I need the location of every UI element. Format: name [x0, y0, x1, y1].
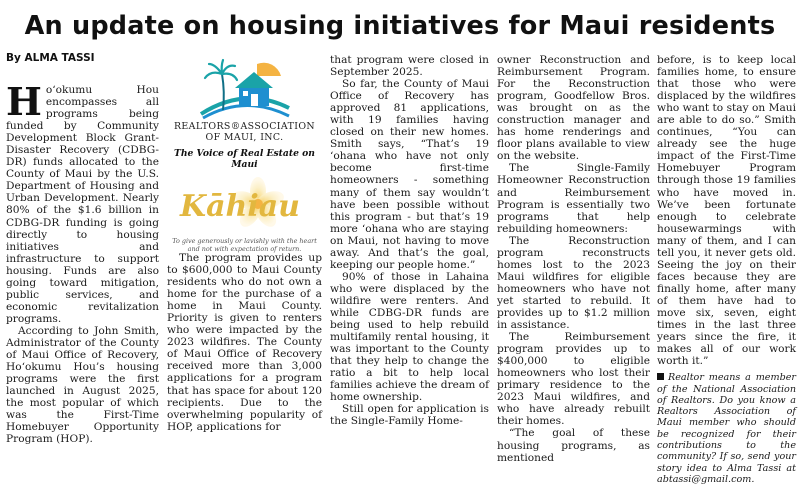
byline: By ALMA TASSI	[6, 52, 95, 64]
paragraph: The Reimbursement program provides up to $400,000 to eligible homeowners who lost their primary residence to the 2023 Maui wildfires, and who have already rebuilt their homes.	[497, 331, 650, 428]
paragraph: that program were closed in September 2025.	[330, 54, 489, 79]
author-note	[657, 372, 796, 485]
paragraph: before, is to keep local families home, to ensure that those who were displaced by the wildfires who want to stay on Maui are able to do so.” Smith continues, “You can already see the huge impact of the First-Time Homebuyer Program through those 19 families who have moved in. We’ve been fortunate enough to celebrate housewarmings with many of them, and I can tell you, it never gets old. Seeing the joy on their faces because they are finally home, after many of them have had to move six, seven, eight times in the last three years since the fire, it makes all of our work worth it.”	[657, 54, 796, 368]
paragraph: The Single-Family Homeowner Reconstruction and Reimbursement Program is essentially two programs that help rebuilding homeowners:	[497, 162, 650, 235]
author-note-text: Realtor means a member of the National Association of Realtors. Do you know a Realtors Association of Maui member who should be recognized for their contributions to the community? If so, send your story idea to Alma Tassi at abtassi@gmail.com.	[657, 372, 796, 485]
kahiau-caption	[170, 237, 320, 253]
plumeria-flower-icon	[170, 176, 320, 232]
house-palm-logo-icon	[199, 56, 291, 120]
ad-org-line2: OF MAUI, INC.	[205, 131, 284, 143]
paragraph: “The goal of these housing programs, as mentioned	[497, 427, 650, 464]
paragraph: The Reconstruction program reconstructs homes lost to the 2023 Maui wildfires for eligible homeowners who have not yet started to rebuild. It provides up to $1.2 million in assistance.	[497, 234, 650, 332]
kahiau-logo	[170, 176, 320, 253]
paragraph: Still open for application is the Single-Family Home-	[330, 403, 489, 428]
lead-paragraph	[6, 79, 159, 325]
ad-org-line1: REALTORS®ASSOCIATION	[173, 121, 316, 132]
kahiau-caption-line2: and not with expectation of return.	[187, 245, 302, 253]
article-column-1	[6, 79, 159, 446]
kahiau-wordmark: Kāhiau	[179, 189, 300, 224]
paragraph: owner Reconstruction and Reimbursement Program. For the Reconstruction program, Goodfellow Bros. was brought on as the construction manager and has home renderings and floor plans available to view on the website.	[497, 54, 650, 163]
paragraph: The program provides up to $600,000 to Maui County residents who do not own a home for the purchase of a home in Maui County. Priority is given to renters who were impacted by the 2023 wildfires. The County of Maui Office of Recovery received more than 3,000 applications for a program that has space for about 120 recipients. Due to the overwhelming popularity of HOP, applications for	[167, 252, 322, 433]
article-column-5	[657, 54, 796, 485]
realtors-association-ad	[167, 56, 322, 253]
paragraph-text: o‘okumu Hou encompasses all programs being funded by Community Development Block Grant-Disaster Recovery (CDBG-DR) funds allocated to the County of Maui by the U.S. Department of Housing and Urban Development. Nearly 80% of the $1.6 billion in CDBG-DR funding is going directly to housing initiatives and infrastructure to support housing. Funds are also going toward mitigation, public services, and economic revitalization programs.	[6, 84, 159, 325]
article-column-2	[167, 252, 322, 433]
ad-tagline: The Voice of Real Estate on Maui	[174, 148, 315, 170]
paragraph: According to John Smith, Administrator of the County of Maui Office of Recovery, Ho‘okumu Hou’s housing programs were the first launched in August 2025, the most popular of which was the First-Time Homebuyer Opportunity Program (HOP).	[6, 324, 159, 446]
paragraph: 90% of those in Lahaina who were displaced by the wildfire were renters. And while CDBG-DR funds are being used to help rebuild multifamily rental housing, it was important to the County that they help to change the ratio a bit to help local families achieve the dream of home ownership.	[330, 270, 489, 404]
article-column-4	[497, 54, 650, 464]
article-column-3	[330, 54, 489, 428]
bullet-square-icon	[657, 373, 664, 380]
ad-org-name	[167, 122, 322, 143]
drop-cap: H	[6, 79, 42, 124]
kahiau-caption-line1: To give generously or lavishly with the heart	[172, 237, 317, 245]
paragraph: So far, the County of Maui Office of Recovery has approved 81 applications, with 19 families having closed on their new homes. Smith says, “That’s 19 ‘ohana who have not only become first-time homeowners - something many of them say wouldn’t have been possible without this program - but that’s 19 more ‘ohana who are staying on Maui, not having to move away. And that’s the goal, keeping our people home.”	[330, 78, 489, 271]
headline: An update on housing initiatives for Maui residents	[24, 11, 776, 41]
